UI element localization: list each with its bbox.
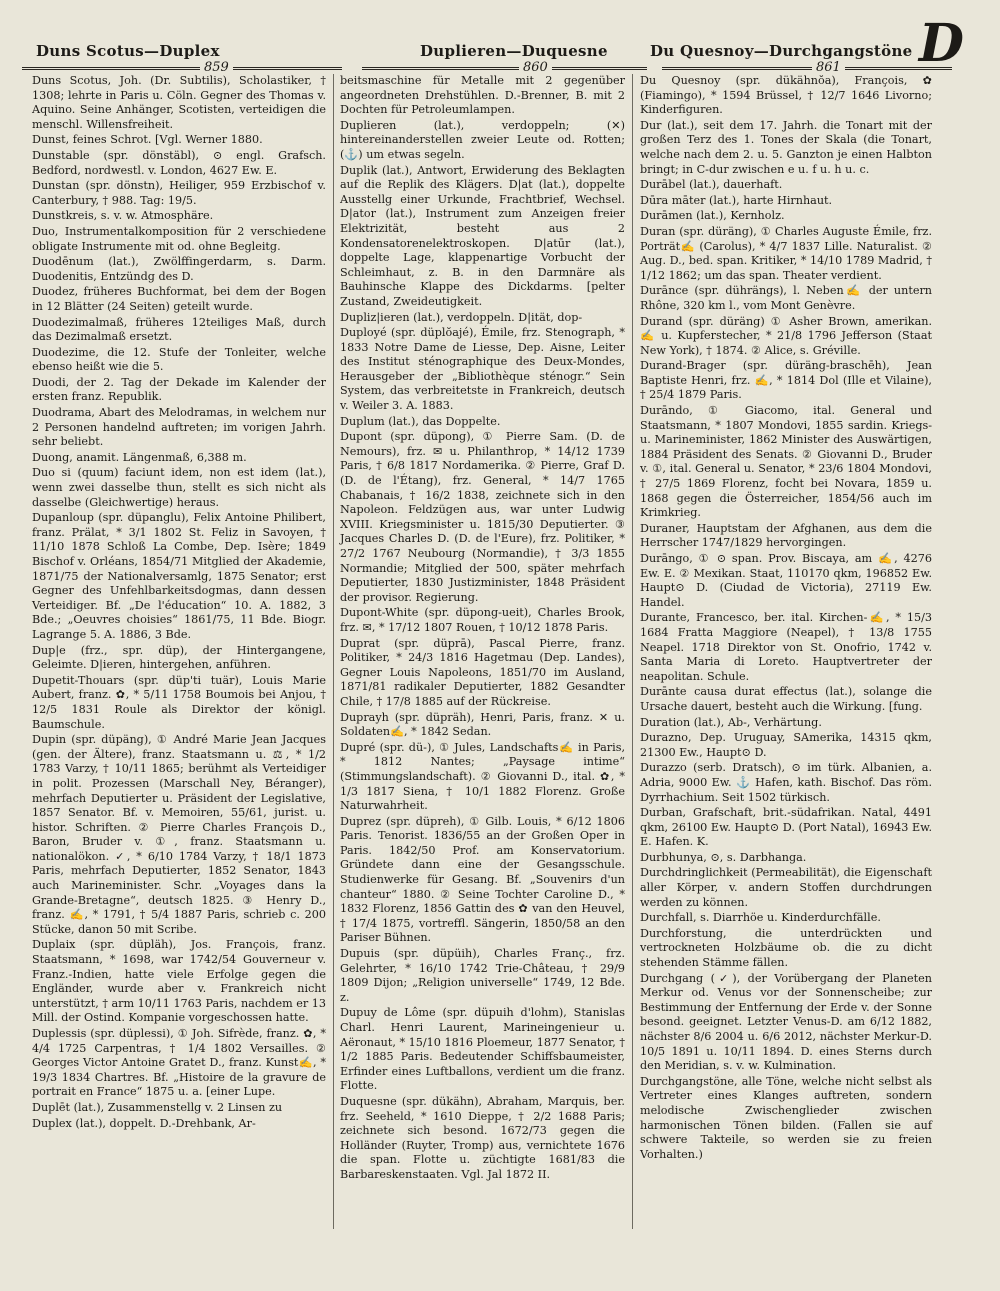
dictionary-entry: Duration (lat.), Ab-, Verhärtung.: [640, 715, 822, 729]
dictionary-entry: Duprez (spr. düpreh), ① Gilb. Louis, * 6/12 1806 Paris. Tenorist. 1836/55 an der Großen Oper in Paris. 1842/50 Prof. am Konservatorium. Gründete dann eine der Gesangsschule. Studienwerke für Gesang. Bf. „Souvenirs d'un chanteur“ 1880. ② Seine Tochter Caroline D., * 1832 Florenz, 1856 Gattin des ✿ van den Heuvel, † 17/4 1875, vortreffl. Sängerin, 1850/58 an den Pariser Bühnen.: [340, 814, 625, 945]
dictionary-entry: Durban, Grafschaft, brit.-südafrikan. Natal, 4491 qkm, 26100 Ew. Haupt⊙ D. (Port Natal), 16943 Ew. E. Hafen. K.: [640, 806, 932, 849]
dictionary-entry: Dupuy de Lôme (spr. düpuih d'lohm), Stanislas Charl. Henri Laurent, Marineingenieur u. Aëronaut, * 15/10 1816 Ploemeur, 1877 Senator, † 1/2 1885 Paris. Bedeutender Schiffsbaumeister, Erfinder eines Luftballons, verdient um die franz. Flotte.: [340, 1006, 625, 1093]
running-head-left: Duns Scotus—Duplex: [36, 42, 220, 60]
dictionary-entry: Duprayh (spr. düpräh), Henri, Paris, franz. ✕ u. Soldaten✍, * 1842 Sedan.: [340, 710, 625, 739]
page-number-left: 859: [200, 60, 233, 75]
dictionary-entry: Duployé (spr. düplŏajé), Émile, frz. Stenograph, * 1833 Notre Dame de Liesse, Dep. Aisne, Leiter des Institut sténographique des Deux-Mondes, Herausgeber der „Bibliothèque sténogr.“ Sein System, das verbreitetste in Frankreich, deutsch v. Weiler 3. A. 1883.: [340, 326, 625, 413]
dictionary-entry: Duplum (lat.), das Doppelte.: [340, 414, 501, 428]
dictionary-entry: Dup|e (frz., spr. düp), der Hintergangene, Geleimte. D|ieren, hintergehen, anführen.: [32, 643, 326, 672]
dictionary-entry: Dupin (spr. düpäng), ① André Marie Jean Jacques (gen. der Ältere), franz. Staatsmann u. ⚖, * 1/2 1783 Varzy, † 10/11 1865; berühmt als Verteidiger in polit. Prozessen (Marschall Ney, Béranger), mehrfach Deputierter u. Präsident der Legislative, 1857 Senator. Bf. v. Memoiren, 55/61, jurist. u. histor. Schriften. ② Pierre Charles François D., Baron, Bruder v. ①, franz. Staatsmann u. nationalökon. ✓, * 6/10 1784 Varzy, † 18/1 1873 Paris, mehrfach Deputierter, 1852 Senator, 1843 auch Marineminister. Schr. „Voyages dans la Grande-Bretagne“, deutsch 1825. ③ Henry D., franz. ✍, * 1791, † 5/4 1887 Paris, schrieb c. 200 Stücke, danon 50 mit Scribe.: [32, 733, 326, 936]
dictionary-entry: Durand (spr. düräng) ① Asher Brown, amerikan. ✍ u. Kupferstecher, * 21/8 1796 Jefferson (Staat New York), † 1874. ② Alice, s. Gréville.: [640, 314, 932, 357]
dictionary-entry: Durazzo (serb. Dratsch), ⊙ im türk. Albanien, a. Adria, 9000 Ew. ⚓ Hafen, kath. Bischof. Das röm. Dyrrhachium. Seit 1502 türkisch.: [640, 761, 932, 804]
dictionary-entry: Dupetit-Thouars (spr. düp'ti tuär), Louis Marie Aubert, franz. ✿, * 5/11 1758 Boumois bei Anjou, † 12/5 1831 Roule als Direktor der königl. Baumschule.: [32, 673, 326, 731]
dictionary-entry: Dupanloup (spr. düpanglu), Felix Antoine Philibert, franz. Prälat, * 3/1 1802 St. Feliz in Savoyen, † 11/10 1878 Schloß La Combe, Dep. Isère; 1849 Bischof v. Orléans, 1854/71 Mitglied der Akademie, 1871/75 der Nationalversamlg, 1875 Senator; erst Gegner des Unfehlbarkeitsdogmas, dann dessen Verteidiger. Bf. „De l'éducation“ 10. A. 1882, 3 Bde.; „Oeuvres choisies“ 1861/75, 11 Bde. Biogr. Lagrange 5. A. 1886, 3 Bde.: [32, 511, 326, 641]
section-letter: D: [918, 13, 964, 74]
dictionary-entry: Duo, Instrumentalkomposition für 2 verschiedene obligate Instrumente mit od. ohne Begleitg.: [32, 224, 326, 253]
dictionary-entry: Dunstan (spr. dönstn), Heiliger, 959 Erzbischof v. Canterbury, † 988. Tag: 19/5.: [32, 179, 326, 207]
column-right: [640, 74, 932, 1163]
column-middle: [340, 74, 625, 1184]
column-left: [32, 74, 326, 1132]
dictionary-entry: Durchforstung, die unterdrückten und vertrockneten Holzbäume ob. die zu dicht stehenden Stämme fällen.: [640, 926, 932, 970]
dictionary-entry: Dupont-White (spr. düpong-ueit), Charles Brook, frz. ✉, * 17/12 1807 Rouen, † 10/12 1878 Paris.: [340, 606, 625, 634]
dictionary-entry: Duplieren (lat.), verdoppeln; (✕) hintereinanderstellen zweier Leute od. Rotten; (⚓) um etwas segeln.: [340, 118, 625, 161]
dictionary-entry: Dunstkreis, s. v. w. Atmosphäre.: [32, 209, 214, 223]
dictionary-entry: Duraner, Hauptstam der Afghanen, aus dem die Herrscher 1747/1829 hervorgingen.: [640, 521, 932, 550]
dictionary-entry: Dupré (spr. dü-), ① Jules, Landschafts✍ in Paris, * 1812 Nantes; „Paysage intime“ (Stimmungslandschaft). ② Giovanni D., ital. ✿, * 1/3 1817 Siena, † 10/1 1882 Florenz. Große Naturwahrheit.: [340, 740, 625, 813]
dictionary-entry: beitsmaschine für Metalle mit 2 gegenüber angeordneten Drehstühlen. D.-Brenner, B. mit 2 Dochten für Petroleumlampen.: [340, 74, 625, 117]
dictionary-entry: Duplik (lat.), Antwort, Erwiderung des Beklagten auf die Replik des Klägers. D|at (lat.), doppelte Ausstellg einer Urkunde, Frachtbrief, Wechsel. D|ator (lat.), Instrument zum Anzeigen freier Elektrizität, besteht aus 2 Kondensatorenelektroskopen. D|atūr (lat.), doppelte Lage, klappenartige Vorbucht der Schleimhaut, z. B. in den Darmnäre als Bauhinsche Klappe des Dickdarms. [pelter Zustand, Zweideutigkeit.: [340, 163, 625, 308]
dictionary-entry: Durābel (lat.), dauerhaft.: [640, 178, 783, 192]
column-divider: [333, 74, 334, 1229]
dictionary-entry: Dunstable (spr. dönstäbl), ⊙ engl. Grafsch. Bedford, nordwestl. v. London, 4627 Ew. E.: [32, 148, 326, 177]
dictionary-entry: Duquesne (spr. dükähn), Abraham, Marquis, ber. frz. Seeheld, * 1610 Dieppe, † 2/2 1688 Paris; zeichnete sich besond. 1672/73 gegen die Holländer (Ruyter, Tromp) aus, vernichtete 1676 die span. Flotte u. züchtigte 1681/83 die Barbareskenstaaten. Vgl. Jal 1872 II.: [340, 1094, 625, 1181]
dictionary-entry: Dupliz|ieren (lat.), verdoppeln. D|ität, dop-: [340, 310, 583, 324]
dictionary-entry: Dūra māter (lat.), harte Hirnhaut.: [640, 193, 833, 207]
dictionary-entry: Dupuis (spr. düpüih), Charles Franç., frz. Gelehrter, * 16/10 1742 Trie-Château, † 29/9 1809 Dijon; „Religion universelle“ 1749, 12 Bde. z.: [340, 947, 625, 1004]
dictionary-entry: Durāngo, ① ⊙ span. Prov. Biscaya, am ✍, 4276 Ew. E. ② Mexikan. Staat, 110170 qkm, 196852 Ew. Haupt⊙ D. (Ciudad de Victoria), 27119 Ew. Handel.: [640, 552, 932, 609]
running-head-middle: Duplieren—Duquesne: [420, 42, 608, 60]
dictionary-entry: Duodez, früheres Buchformat, bei dem der Bogen in 12 Blätter (24 Seiten) geteilt wurde.: [32, 285, 326, 313]
running-head-right: Du Quesnoy—Durchgangstöne: [650, 42, 913, 60]
dictionary-entry: Duodezime, die 12. Stufe der Tonleiter, welche ebenso heißt wie die 5.: [32, 345, 326, 374]
dictionary-entry: Durchfall, s. Diarrhöe u. Kinderdurchfälle.: [640, 911, 881, 925]
dictionary-entry: Duo si (quum) faciunt idem, non est idem (lat.), wenn zwei dasselbe thun, stellt es sich nicht als dasselbe (Gleichwertige) heraus.: [32, 466, 326, 509]
dictionary-entry: Duplessis (spr. düplessi), ① Joh. Sifrède, franz. ✿, * 4/4 1725 Carpentras, † 1/4 1802 Versailles. ② Georges Victor Antoine Gratet D., franz. Kunst✍, * 19/3 1834 Chartres. Bf. „Histoire de la gravure de portrait en France“ 1875 u. a. [einer Lupe.: [32, 1027, 326, 1099]
dictionary-entry: Duplaix (spr. düpläh), Jos. François, franz. Staatsmann, * 1698, war 1742/54 Gouverneur v. Franz.-Indien, hatte viele Erfolge gegen die Engländer, wurde aber v. Frankreich nicht unterstützt, † arm 10/11 1763 Paris, nachdem er 13 Mill. der Ostind. Kompanie vorgeschossen hatte.: [32, 938, 326, 1025]
dictionary-entry: Duong, anamit. Längenmaß, 6,388 m.: [32, 450, 247, 464]
dictionary-entry: Durazno, Dep. Uruguay, SAmerika, 14315 qkm, 21300 Ew., Haupt⊙ D.: [640, 731, 932, 759]
header-rule-middle: [362, 67, 647, 70]
header-rule-left: [22, 67, 342, 70]
dictionary-entry: Du Quesnoy (spr. dükähnŏa), François, ✿ (Fiamingo), * 1594 Brüssel, † 12/7 1646 Livorno; Kinderfiguren.: [640, 74, 932, 117]
dictionary-entry: Dur (lat.), seit dem 17. Jahrh. die Tonart mit der großen Terz des 1. Tones der Skala (die Tonart, welche nach dem 2. u. 5. Ganzton je einen Halbton bringt; in C-dur zwischen e u. f u. h u. c.: [640, 118, 932, 176]
dictionary-entry: Duodrama, Abart des Melodramas, in welchem nur 2 Personen handelnd auftreten; im vorigen Jahrh. sehr beliebt.: [32, 406, 326, 449]
dictionary-entry: Durāmen (lat.), Kernholz.: [640, 209, 785, 223]
page-number-right: 861: [812, 60, 845, 75]
dictionary-entry: Duprat (spr. düprā), Pascal Pierre, franz. Politiker, * 24/3 1816 Hagetmau (Dep. Landes), Gegner Louis Napoleons, 1851/70 im Ausland, 1871/81 radikaler Deputierter, 1882 Gesandter Chile, † 17/8 1885 auf der Rückreise.: [340, 636, 625, 708]
header-rule-right: [662, 67, 952, 70]
column-divider: [632, 74, 633, 1229]
dictionary-entry: Durānce (spr. dührängs), l. Neben✍ der untern Rhône, 320 km l., vom Mont Genèvre.: [640, 284, 932, 312]
dictionary-entry: Durāndo, ① Giacomo, ital. General und Staatsmann, * 1807 Mondovi, 1855 sardin. Kriegs- u. Marineminister, 1862 Minister des Auswärtigen, 1884 Präsident des Senats. ② Giovanni D., Bruder v. ①, ital. General u. Senator, * 23/6 1804 Mondovi, † 27/5 1869 Florenz, focht bei Novara, 1859 u. 1868 gegen die Österreicher, 1854/56 auch im Krimkrieg.: [640, 404, 932, 520]
dictionary-entry: Dunst, feines Schrot. [Vgl. Werner 1880.: [32, 133, 263, 147]
dictionary-entry: Durānte causa durat effectus (lat.), solange die Ursache dauert, besteht auch die Wirkung. [fung.: [640, 685, 932, 713]
dictionary-entry: Durbhunya, ⊙, s. Darbhanga.: [640, 850, 807, 864]
dictionary-entry: Durante, Francesco, ber. ital. Kirchen-✍, * 15/3 1684 Fratta Maggiore (Neapel), † 13/8 1755 Neapel. 1718 Direktor von St. Onofrio, 1742 v. Santa Maria di Loreto. Hauptvertreter der neapolitan. Schule.: [640, 611, 932, 683]
dictionary-entry: Duplēt (lat.), Zusammenstellg v. 2 Linsen zu: [32, 1100, 283, 1114]
page-number-middle: 860: [519, 60, 552, 75]
dictionary-entry: Dupont (spr. düpong), ① Pierre Sam. (D. de Nemours), frz. ✉ u. Philanthrop, * 14/12 1739 Paris, † 6/8 1817 Nordamerika. ② Pierre, Graf D. (D. de l'Étang), frz. General, * 14/7 1765 Chabanais, † 16/2 1838, zeichnete sich in den Napoleon. Feldzügen aus, war unter Ludwig XVIII. Kriegsminister u. 1815/30 Deputierter. ③ Jacques Charles D. (D. de l'Eure), frz. Politiker, * 27/2 1767 Neubourg (Normandie), † 3/3 1855 Normandie; Mitglied der 500, später mehrfach Deputierter, 1830 Justizminister, 1848 Präsident der provisor. Regierung.: [340, 430, 625, 604]
dictionary-entry: Durchgangstöne, alle Töne, welche nicht selbst als Vertreter eines Klanges auftreten, sondern melodische Zwischenglieder zwischen harmonischen Tönen bilden. (Fallen sie auf schwere Takteile, so werden sie zu freien Vorhalten.): [640, 1074, 932, 1161]
dictionary-entry: Duran (spr. düräng), ① Charles Auguste Émile, frz. Porträt✍ (Carolus), * 4/7 1837 Lille. Naturalist. ② Aug. D., bed. span. Kritiker, * 14/10 1789 Madrid, † 1/12 1862; um das span. Theater verdient.: [640, 224, 932, 282]
dictionary-entry: Durchgang (✓), der Vorübergang der Planeten Merkur od. Venus vor der Sonnenscheibe; zur Bestimmung der Entfernung der Erde v. der Sonne besond. geeignet. Letzter Venus-D. am 6/12 1882, nächster 8/6 2004 u. 6/6 2012, nächster Merkur-D. 10/5 1891 u. 10/11 1894. D. eines Sterns durch den Meridian, s. v. w. Kulmination.: [640, 971, 932, 1073]
dictionary-entry: Duodēnum (lat.), Zwölffingerdarm, s. Darm. Duodenitis, Entzündg des D.: [32, 255, 326, 283]
dictionary-entry: Duodi, der 2. Tag der Dekade im Kalender der ersten franz. Republik.: [32, 375, 326, 404]
dictionary-entry: Durchdringlichkeit (Permeabilität), die Eigenschaft aller Körper, v. andern Stoffen durchdrungen werden zu können.: [640, 866, 932, 909]
dictionary-entry: Duodezimalmaß, früheres 12teiliges Maß, durch das Dezimalmaß ersetzt.: [32, 315, 326, 344]
dictionary-entry: Durand-Brager (spr. düräng-braschēh), Jean Baptiste Henri, frz. ✍, * 1814 Dol (Ille et Vilaine), † 25/4 1879 Paris.: [640, 359, 932, 402]
dictionary-entry: Duns Scotus, Joh. (Dr. Subtilis), Scholastiker, † 1308; lehrte in Paris u. Cöln. Gegner des Thomas v. Aquino. Seine Anhänger, Scotisten, verteidigen die menschl. Willensfreiheit.: [32, 74, 326, 131]
dictionary-entry: Duplex (lat.), doppelt. D.-Drehbank, Ar-: [32, 1116, 256, 1130]
